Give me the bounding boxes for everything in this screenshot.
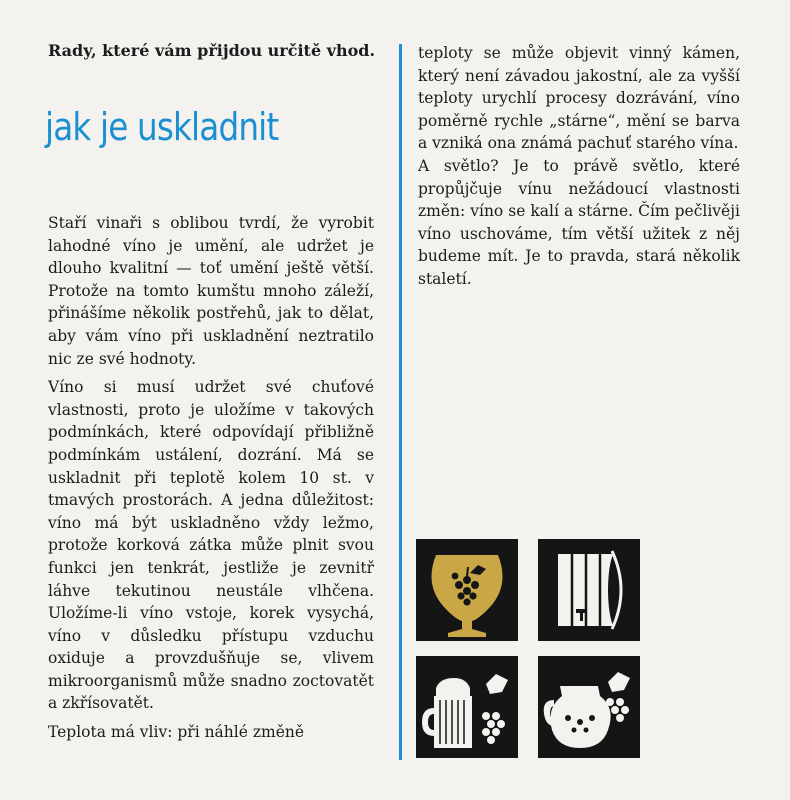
wine-glass-grapes-icon — [416, 539, 518, 641]
column-divider — [399, 44, 402, 760]
paragraph: Staří vinaři s oblibou tvrdí, že vyrobit lahodné víno je umění, ale udržet je dlouho kvalitní — toť umění ještě větší. Protože na tomto kumštu mnoho záleží, přinášíme několik postřehů, jak to dělat, aby vám víno při uskladnění neztratilo nic ze své hodnoty. — [48, 214, 374, 368]
beer-jug-grapes-icon — [416, 656, 518, 758]
kicker-heading: Rady, které vám přijdou určitě vhod. — [48, 41, 376, 60]
article-left-column — [48, 212, 374, 744]
barrel-icon — [538, 539, 640, 641]
paragraph: Víno si musí udržet své chuťové vlastnosti, proto je uložíme v takových podmínkách, které odpovídají přibližně podmínkám ustálení, dozrání. Má se uskladnit při teplotě kolem 10 st. v tmavých prostorách. A jedna důležitost: víno má být uskladněno vždy ležmo, protože korková zátka může plnit svou funkci jen tenkrát, jestliže je zevnitř láhve tekutinou neustále vlhčena. Uložíme-li víno vstoje, korek vysychá, víno v důsledku přístupu vzduchu oxiduje a provzdušňuje se, vlivem mikroorganismů může snadno zoctovatět a zkřísovatět. — [48, 378, 374, 713]
paragraph: teploty se může objevit vinný kámen, který není závadou jakostní, ale za vyšší teploty urychlí procesy dozrávání, víno poměrně rychle „stárne“, mění se barva a vzniká ona známá pachuť starého vína. — [418, 44, 740, 153]
paragraph: A světlo? Je to právě světlo, které propůjčuje vínu nežádoucí vlastnosti změn: víno se kalí a stárne. Čím pečlivěji víno uschováme, tím větší užitek z něj budeme mít. Je to pravda, stará několik staletí. — [418, 156, 740, 288]
pitcher-grapes-icon — [538, 656, 640, 758]
paragraph: Teplota má vliv: při náhlé změně — [48, 723, 305, 742]
page-title: jak je uskladnit — [45, 105, 279, 149]
article-right-column — [418, 42, 740, 291]
